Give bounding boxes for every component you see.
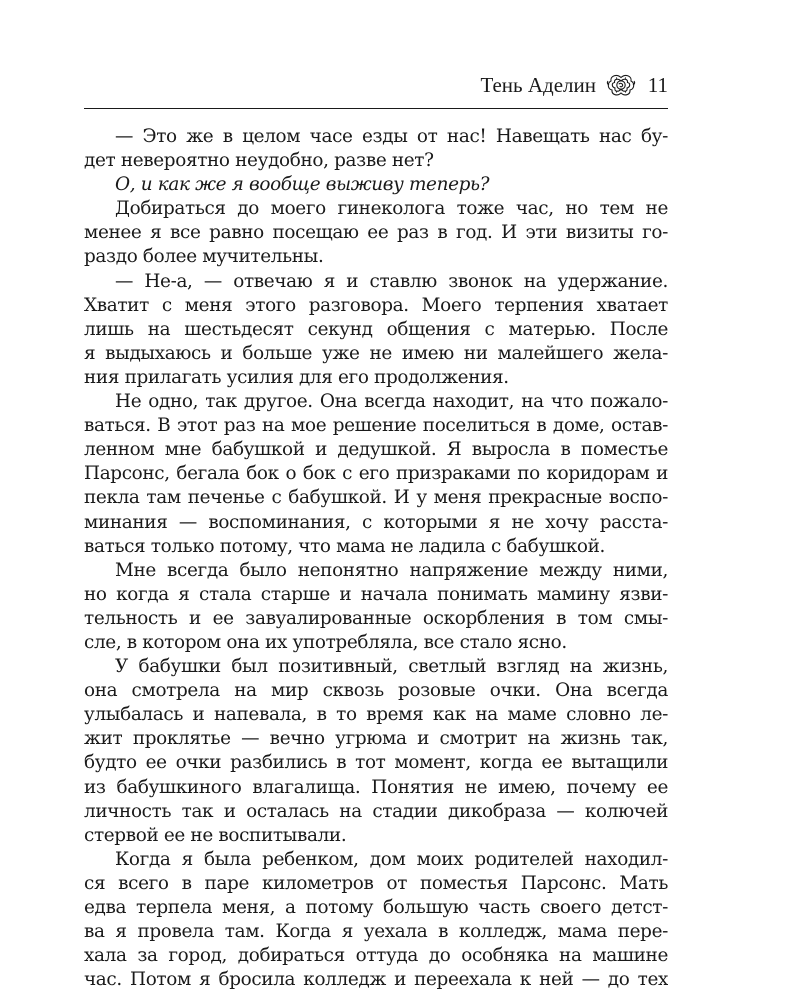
text-line: ленном мне бабушкой и дедушкой. Я выросла в поместье	[84, 439, 668, 461]
running-header	[84, 70, 668, 100]
text-line: ваться. В этот раз на мое решение поселиться в доме, остав-	[84, 415, 668, 437]
text-line: тельность и ее завуалированные оскорбления в том смы-	[84, 607, 668, 629]
text-line: я выдыхаюсь и больше уже не имею ни малейшего жела-	[84, 342, 668, 364]
text-line: жит проклятье — вечно угрюма и смотрит на жизнь так,	[84, 728, 668, 750]
text-line: дет невероятно неудобно, разве нет?	[84, 150, 434, 172]
text-line: О, и как же я вообще выживу теперь?	[115, 174, 490, 196]
text-line: ния прилагать усилия для его продолжения.	[84, 366, 509, 388]
text-line: пекла там печенье с бабушкой. И у меня прекрасные воспо-	[84, 487, 668, 509]
paragraph	[84, 655, 668, 848]
text-line: раздо более мучительны.	[84, 246, 324, 268]
page-number: 11	[647, 72, 668, 97]
paragraph	[84, 559, 668, 655]
paragraph	[84, 390, 668, 559]
text-line: из бабушкиного влагалища. Понятия не имею, почему ее	[84, 776, 668, 798]
text-line: лишь на шестьдесят секунд общения с матерью. После	[84, 318, 668, 340]
text-line: ваться только потому, что мама не ладила с бабушкой.	[84, 535, 605, 557]
paragraph	[84, 848, 668, 993]
text-line: час. Потом я бросила колледж и переехала к ней — до тех	[84, 969, 668, 991]
paragraph	[84, 270, 668, 390]
text-line: Мне всегда было непонятно напряжение между ними,	[115, 559, 668, 581]
text-line: улыбалась и напевала, в то время как на маме словно ле-	[84, 704, 668, 726]
text-line: Добираться до моего гинеколога тоже час, но тем не	[115, 198, 668, 220]
running-title: Тень Аделин	[480, 72, 596, 97]
text-line: хала за город, добираться оттуда до особняка на машине	[84, 945, 668, 967]
text-line: личность так и осталась на стадии дикобраза — колючей	[84, 800, 668, 822]
text-line: У бабушки был позитивный, светлый взгляд на жизнь,	[115, 656, 668, 678]
text-line: но когда я стала старше и начала понимать мамину язви-	[84, 583, 668, 605]
text-line: стервой ее не воспитывали.	[84, 824, 347, 846]
body-text	[84, 125, 668, 992]
text-line: Хватит с меня этого разговора. Моего терпения хватает	[84, 294, 668, 316]
text-line: минания — воспоминания, с которыми я не хочу расста-	[84, 511, 668, 533]
text-line: ся всего в паре километров от поместья Парсонс. Мать	[84, 872, 668, 894]
text-line: едва терпела меня, а потому большую часть своего детст-	[84, 897, 668, 918]
text-line: она смотрела на мир сквозь розовые очки. Она всегда	[84, 680, 668, 702]
text-line: сле, в котором она их употребляла, все стало ясно.	[84, 631, 567, 653]
header-rule	[84, 108, 668, 109]
text-line: Не одно, так другое. Она всегда находит, на что пожало-	[115, 391, 668, 413]
paragraph	[84, 197, 668, 269]
paragraph	[84, 173, 668, 197]
text-line: — Не-а, — отвечаю я и ставлю звонок на удержание.	[115, 270, 668, 292]
rose-ornament-icon	[606, 72, 636, 98]
text-line: менее я все равно посещаю ее раз в год. И эти визиты го-	[84, 222, 668, 244]
text-line: ва я провела там. Когда я уехала в колледж, мама пере-	[84, 921, 668, 943]
text-line: Парсонс, бегала бок о бок с его призраками по коридорам и	[84, 463, 668, 485]
text-line: Когда я была ребенком, дом моих родителей находил-	[115, 848, 668, 870]
text-line: будто ее очки разбились в тот момент, когда ее вытащили	[84, 752, 668, 774]
paragraph	[84, 125, 668, 173]
text-line: — Это же в целом часе езды от нас! Навещать нас бу-	[115, 126, 668, 147]
